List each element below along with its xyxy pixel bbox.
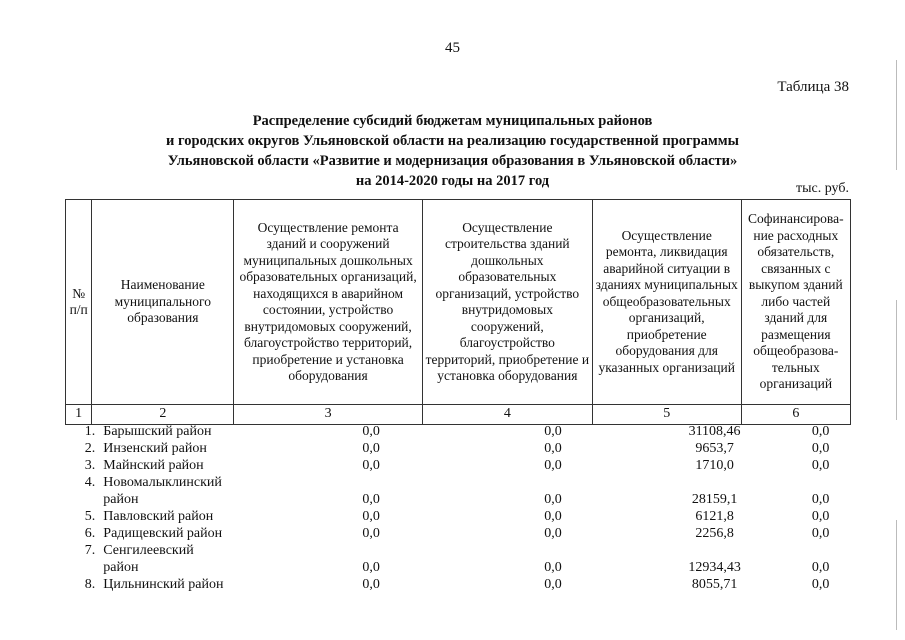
cell-col4 xyxy=(467,474,639,491)
header-number xyxy=(66,200,92,405)
document-title xyxy=(0,111,905,191)
header-col5: Осуществление ремонта, ликвидация аварийной ситуации в зданиях муниципальных общеобразовательных организаций, приобретение оборудования для указанных организаций xyxy=(592,200,741,405)
cell-col6 xyxy=(790,542,851,559)
row-name: район xyxy=(103,560,139,575)
cell-col6: 0,0 xyxy=(811,458,830,473)
cell-col4: 0,0 xyxy=(544,424,562,439)
cell-col3: 0,0 xyxy=(362,424,380,439)
title-line: и городских округов Ульяновской области на реализацию государственной программы xyxy=(166,133,739,149)
cell-col3 xyxy=(275,542,467,559)
column-number: 3 xyxy=(234,405,423,425)
cell-col4: 0,0 xyxy=(544,458,562,473)
scan-edge-line xyxy=(896,520,897,630)
header-col4: Осуществление строительства зданий дошкольных образовательных организаций, устройство внутридомовых сооружений, благоустройство территорий, приобретение и установка оборудования xyxy=(422,200,592,405)
row-name: Новомалыклинский xyxy=(103,475,222,490)
cell-col6 xyxy=(790,474,851,491)
header-number-line1: № xyxy=(72,285,86,301)
cell-col5: 8055,71 xyxy=(691,577,738,592)
cell-col3: 0,0 xyxy=(362,509,380,524)
row-number: 4. xyxy=(84,475,96,490)
title-line: Ульяновской области «Развитие и модернизация образования в Ульяновской области» xyxy=(167,153,738,169)
header-col3: Осуществление ремонта зданий и сооружений муниципальных дошкольных образовательных организаций, находящихся в аварийном состоянии, устройство внутридомовых сооружений, благоустройство территорий, приобретение и установка оборудования xyxy=(234,200,423,405)
cell-col6: 0,0 xyxy=(811,526,830,541)
cell-col3 xyxy=(275,474,467,491)
cell-col4: 0,0 xyxy=(544,509,562,524)
cell-col6: 0,0 xyxy=(811,492,830,507)
row-number: 5. xyxy=(84,509,96,524)
cell-col6: 0,0 xyxy=(811,509,830,524)
table-row xyxy=(65,491,851,508)
cell-col5: 31108,46 xyxy=(688,424,741,439)
title-line: на 2014-2020 годы на 2017 год xyxy=(355,173,550,189)
cell-col3: 0,0 xyxy=(362,560,380,575)
table-row xyxy=(65,457,851,474)
table-row xyxy=(65,576,851,593)
cell-col5: 9653,7 xyxy=(695,441,734,456)
scan-edge-line xyxy=(896,300,897,420)
column-number: 5 xyxy=(592,405,741,425)
cell-col6: 0,0 xyxy=(811,441,830,456)
cell-col4: 0,0 xyxy=(544,441,562,456)
table-row xyxy=(65,559,851,576)
row-name: Инзенский район xyxy=(103,441,207,456)
units-label: тыс. руб. xyxy=(796,181,849,196)
cell-col3: 0,0 xyxy=(362,526,380,541)
header-number-line2: п/п xyxy=(69,302,88,317)
column-number: 1 xyxy=(66,405,92,425)
column-number: 4 xyxy=(422,405,592,425)
title-line: Распределение субсидий бюджетам муниципальных районов xyxy=(252,113,653,129)
cell-col6: 0,0 xyxy=(811,577,830,592)
cell-col6: 0,0 xyxy=(811,560,830,575)
table-row xyxy=(65,525,851,542)
data-table xyxy=(65,423,851,593)
row-name: Сенгилеевский xyxy=(103,543,194,558)
row-number: 2. xyxy=(84,441,96,456)
cell-col5: 2256,8 xyxy=(695,526,734,541)
row-number: 6. xyxy=(84,526,96,541)
cell-col5: 28159,1 xyxy=(691,492,738,507)
row-number: 3. xyxy=(84,458,96,473)
row-number xyxy=(65,491,95,508)
cell-col3: 0,0 xyxy=(362,577,380,592)
row-number xyxy=(65,559,95,576)
row-name: Радищевский район xyxy=(103,526,223,541)
cell-col5: 6121,8 xyxy=(695,509,734,524)
row-name: Барышский район xyxy=(103,424,212,439)
cell-col4: 0,0 xyxy=(544,560,562,575)
cell-col5 xyxy=(639,542,791,559)
table-row xyxy=(65,508,851,525)
cell-col6: 0,0 xyxy=(811,424,830,439)
table-row xyxy=(65,474,851,491)
cell-col4: 0,0 xyxy=(544,526,562,541)
row-number: 7. xyxy=(84,543,96,558)
header-col6: Софинансирова-ние расходных обязательств, связанных с выкупом зданий либо частей зданий для размещения общеобразова-тельных организаций xyxy=(741,200,850,405)
table-row xyxy=(65,423,851,440)
header-table xyxy=(65,199,851,425)
row-name: Майнский район xyxy=(103,458,204,473)
row-number: 1. xyxy=(84,424,96,439)
header-name: Наименование муниципального образования xyxy=(92,200,234,405)
row-number: 8. xyxy=(84,577,96,592)
cell-col4 xyxy=(467,542,639,559)
cell-col4: 0,0 xyxy=(544,492,562,507)
cell-col5 xyxy=(639,474,791,491)
row-name: Цильнинский район xyxy=(103,577,224,592)
page-number: 45 xyxy=(445,40,460,56)
table-row xyxy=(65,440,851,457)
cell-col5: 12934,43 xyxy=(688,560,741,575)
table-row xyxy=(65,542,851,559)
row-name: район xyxy=(103,492,139,507)
cell-col3: 0,0 xyxy=(362,492,380,507)
row-name: Павловский район xyxy=(103,509,214,524)
cell-col5: 1710,0 xyxy=(695,458,734,473)
cell-col4: 0,0 xyxy=(544,577,562,592)
cell-col3: 0,0 xyxy=(362,441,380,456)
cell-col3: 0,0 xyxy=(362,458,380,473)
column-number: 2 xyxy=(92,405,234,425)
column-number: 6 xyxy=(741,405,850,425)
scan-edge-line xyxy=(896,60,897,170)
table-label: Таблица 38 xyxy=(777,79,849,95)
